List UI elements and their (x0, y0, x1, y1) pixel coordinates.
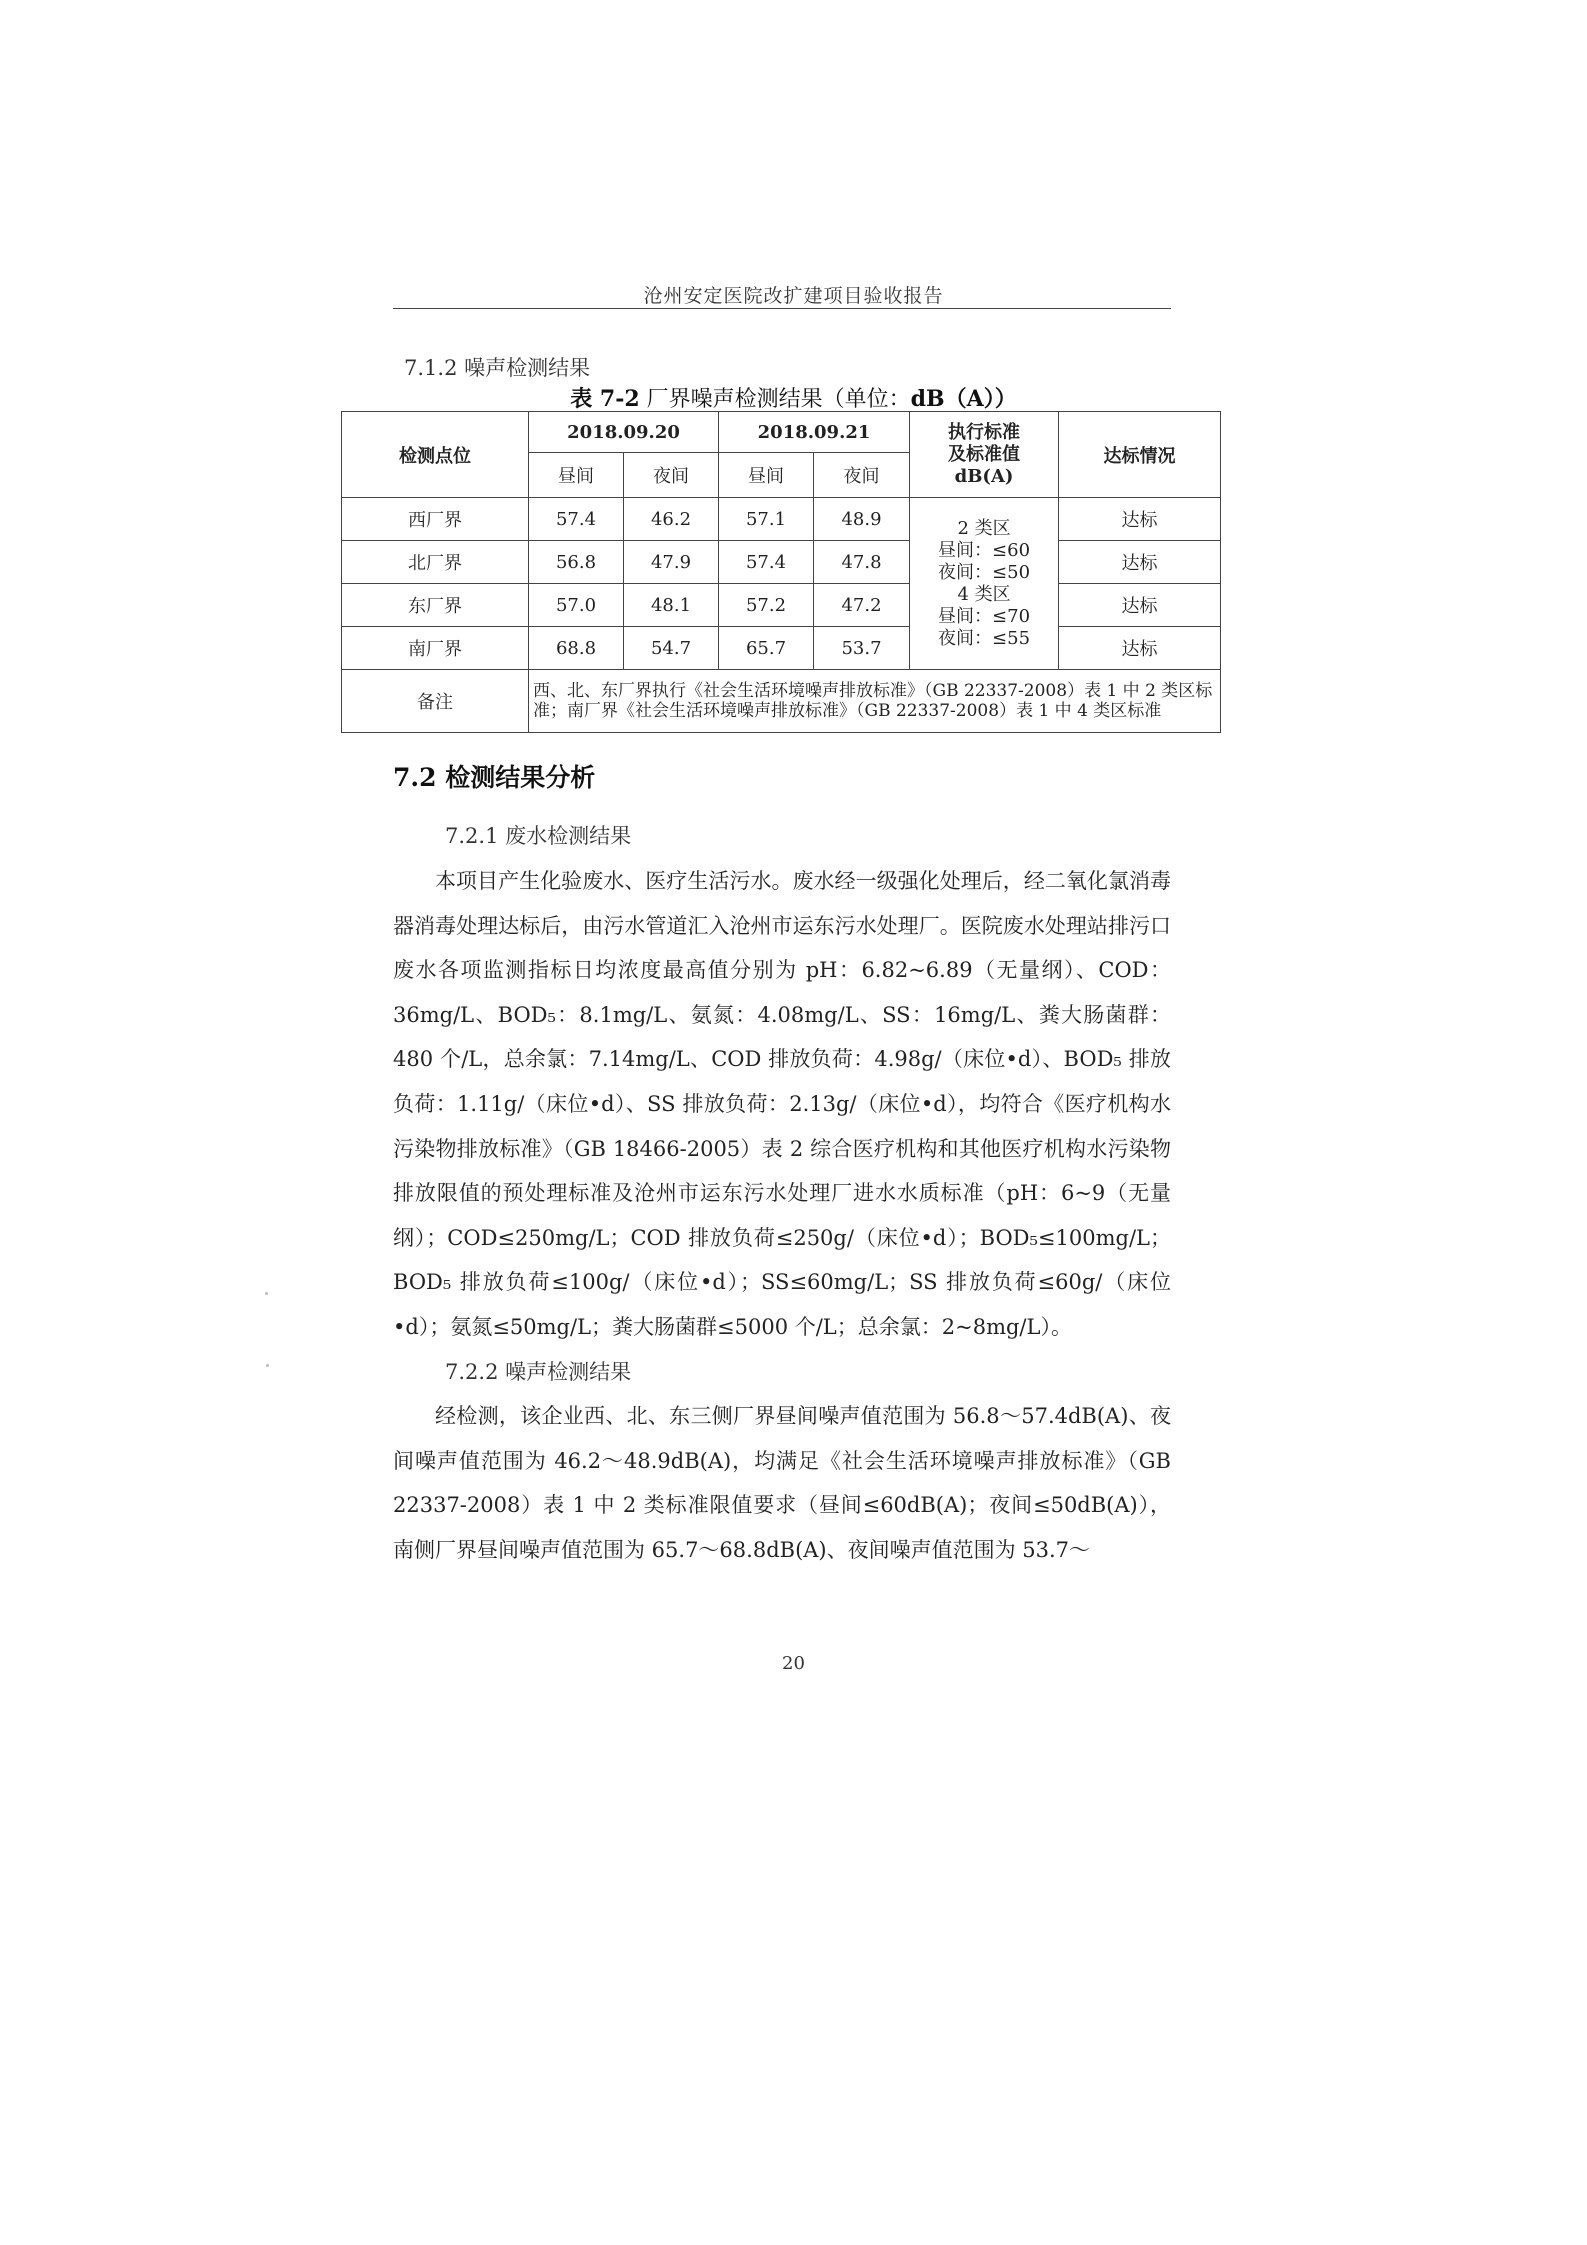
cell-d1-day: 68.8 (529, 627, 624, 670)
cell-location: 南厂界 (342, 627, 529, 670)
wastewater-paragraph-block (393, 859, 1171, 1350)
scan-speck (266, 1364, 269, 1367)
cell-d1-day: 57.4 (529, 498, 624, 541)
cell-d2-day: 65.7 (719, 627, 814, 670)
table-caption (0, 382, 1587, 413)
header-location: 检测点位 (342, 412, 529, 498)
standard-line-3: 夜间：≤50 (938, 561, 1031, 583)
cell-d2-night: 53.7 (814, 627, 910, 670)
section-7-2-2-heading: 7.2.2 噪声检测结果 (445, 1360, 632, 1384)
noise-paragraph-block (393, 1394, 1171, 1572)
table-caption-number: 表 7-2 (570, 386, 640, 412)
scan-speck (265, 1292, 268, 1295)
header-standard-line-3: dB(A) (954, 465, 1014, 487)
standard-line-2: 昼间：≤60 (938, 539, 1031, 561)
section-7-1-2-heading: 7.1.2 噪声检测结果 (404, 356, 591, 380)
header-date-2: 2018.09.21 (719, 412, 910, 453)
cell-location: 北厂界 (342, 541, 529, 584)
cell-note-label: 备注 (342, 670, 529, 733)
cell-d2-night: 48.9 (814, 498, 910, 541)
cell-result: 达标 (1059, 584, 1221, 627)
standard-line-4: 4 类区 (957, 583, 1011, 605)
noise-results-table (341, 411, 1221, 733)
header-d2-day: 昼间 (719, 453, 814, 498)
wastewater-paragraph: 本项目产生化验废水、医疗生活污水。废水经一级强化处理后，经二氧化氯消毒器消毒处理达标后，由污水管道汇入沧州市运东污水处理厂。医院废水处理站排污口废水各项监测指标日均浓度最高值分别为 pH：6.82~6.89（无量纲）、COD：36mg/L、BOD₅：8.1mg/L、氨氮：4.08mg/L、SS：16mg/L、粪大肠菌群：480 个/L，总余氯：7.14mg/L、COD 排放负荷：4.98g/（床位•d）、BOD₅ 排放负荷：1.11g/（床位•d）、SS 排放负荷：2.13g/（床位•d），均符合《医疗机构水污染物排放标准》（GB 18466-2005）表 2 综合医疗机构和其他医疗机构水污染物排放限值的预处理标准及沧州市运东污水处理厂进水水质标准（pH：6~9（无量纲）；COD≤250mg/L；COD 排放负荷≤250g/（床位•d）；BOD₅≤100mg/L；BOD₅ 排放负荷≤100g/（床位•d）；SS≤60mg/L；SS 排放负荷≤60g/（床位•d）；氨氮≤50mg/L；粪大肠菌群≤5000 个/L；总余氯：2~8mg/L）。 (393, 869, 1171, 1339)
header-standard-line-2: 及标准值 (948, 443, 1021, 465)
table-caption-text: 厂界噪声检测结果（单位： (646, 387, 911, 412)
cell-d1-night: 48.1 (624, 584, 719, 627)
cell-note-text: 西、北、东厂界执行《社会生活环境噪声排放标准》（GB 22337-2008）表 1 中 2 类区标准；南厂界《社会生活环境噪声排放标准》（GB 22337-2008）表 1 中 4 类区标准 (529, 670, 1221, 733)
header-rule (393, 308, 1171, 309)
cell-d1-night: 46.2 (624, 498, 719, 541)
cell-d2-night: 47.8 (814, 541, 910, 584)
cell-d1-night: 54.7 (624, 627, 719, 670)
header-standard (910, 412, 1059, 498)
header-date-1: 2018.09.20 (529, 412, 719, 453)
header-standard-line-1: 执行标准 (948, 421, 1021, 443)
table-note-row (342, 670, 1221, 733)
cell-d2-day: 57.2 (719, 584, 814, 627)
cell-result: 达标 (1059, 627, 1221, 670)
standard-line-1: 2 类区 (957, 517, 1011, 539)
page-header-title: 沧州安定医院改扩建项目验收报告 (643, 285, 944, 307)
table-caption-unit: dB（A）） (910, 386, 1017, 412)
cell-standard-values (910, 498, 1059, 670)
cell-result: 达标 (1059, 541, 1221, 584)
section-7-2-heading: 7.2 检测结果分析 (393, 763, 596, 792)
header-d2-night: 夜间 (814, 453, 910, 498)
header-d1-night: 夜间 (624, 453, 719, 498)
table-header-row-1 (342, 412, 1221, 453)
cell-d2-night: 47.2 (814, 584, 910, 627)
table-row (342, 541, 1221, 584)
standard-line-6: 夜间：≤55 (938, 627, 1031, 649)
table-row (342, 584, 1221, 627)
noise-paragraph: 经检测，该企业西、北、东三侧厂界昼间噪声值范围为 56.8～57.4dB(A)、夜间噪声值范围为 46.2～48.9dB(A)，均满足《社会生活环境噪声排放标准》（GB 22337-2008）表 1 中 2 类标准限值要求（昼间≤60dB(A)；夜间≤50dB(A)），南侧厂界昼间噪声值范围为 65.7～68.8dB(A)、夜间噪声值范围为 53.7～ (393, 1404, 1171, 1562)
page-number: 20 (782, 1653, 805, 1674)
table-row (342, 498, 1221, 541)
cell-d1-day: 56.8 (529, 541, 624, 584)
header-d1-day: 昼间 (529, 453, 624, 498)
cell-location: 东厂界 (342, 584, 529, 627)
standard-line-5: 昼间：≤70 (938, 605, 1031, 627)
cell-location: 西厂界 (342, 498, 529, 541)
cell-d1-day: 57.0 (529, 584, 624, 627)
table-row (342, 627, 1221, 670)
header-compliance: 达标情况 (1059, 412, 1221, 498)
cell-d1-night: 47.9 (624, 541, 719, 584)
cell-result: 达标 (1059, 498, 1221, 541)
section-7-2-1-heading: 7.2.1 废水检测结果 (445, 824, 632, 848)
cell-d2-day: 57.4 (719, 541, 814, 584)
cell-d2-day: 57.1 (719, 498, 814, 541)
